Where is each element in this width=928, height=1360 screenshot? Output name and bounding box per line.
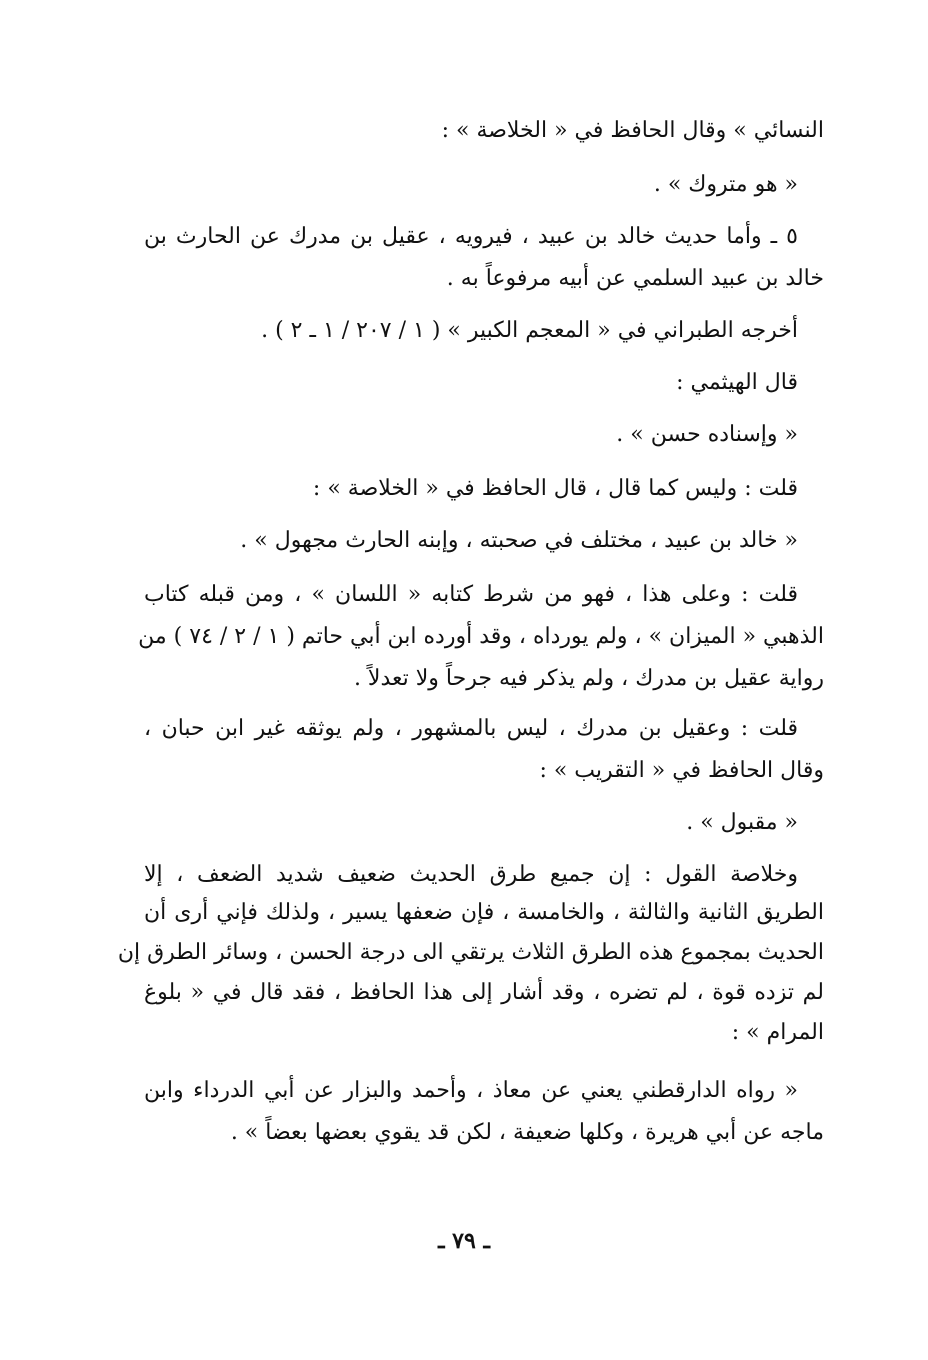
text-line: وقال الحافظ في « التقريب » : xyxy=(539,758,824,783)
text-line: « مقبول » . xyxy=(686,810,798,835)
text-line: قلت : وعلى هذا ، فهو من شرط كتابه « اللسان » ، ومن قبله كتاب xyxy=(144,582,798,607)
text-line: المرام » : xyxy=(731,1020,824,1045)
text-line: النسائي » وقال الحافظ في « الخلاصة » : xyxy=(441,118,824,143)
text-line: « وإسناده حسن » . xyxy=(616,422,798,447)
text-line: الطريق الثانية والثالثة ، والخامسة ، فإن ضعفها يسير ، ولذلك فإني أرى أن xyxy=(144,900,824,925)
text-line: وخلاصة القول : إن جميع طرق الحديث ضعيف شديد الضعف ، إلا xyxy=(144,862,798,887)
text-line: خالد بن عبيد السلمي عن أبيه مرفوعاً به . xyxy=(446,266,824,291)
text-line: قال الهيثمي : xyxy=(676,370,798,395)
text-line: الحديث بمجموع هذه الطرق الثلاث يرتقي الى درجة الحسن ، وسائر الطرق إن xyxy=(117,940,824,965)
text-line: « رواه الدارقطني يعني عن معاذ ، وأحمد والبزار عن أبي الدرداء وابن xyxy=(144,1078,798,1103)
text-line: الذهبي « الميزان » ، ولم يورداه ، وقد أورده ابن أبي حاتم ( ١ / ٢ / ٧٤ ) من xyxy=(138,624,824,649)
text-line: قلت : وعقيل بن مدرك ، ليس بالمشهور ، ولم يوثقه غير ابن حبان ، xyxy=(144,716,798,741)
text-line: ٥ ـ وأما حديث خالد بن عبيد ، فيرويه ، عقيل بن مدرك عن الحارث بن xyxy=(144,224,798,249)
text-line: قلت : وليس كما قال ، قال الحافظ في « الخلاصة » : xyxy=(312,476,798,501)
text-line: رواية عقيل بن مدرك ، ولم يذكر فيه جرحاً ولا تعدلاً . xyxy=(353,666,824,691)
page-number: ـ ٧٩ ـ xyxy=(438,1228,490,1254)
text-line: لم تزده قوة ، لم تضره ، وقد أشار إلى هذا الحافظ ، فقد قال في « بلوغ xyxy=(144,980,824,1005)
text-line: « هو متروك » . xyxy=(653,172,798,197)
text-line: أخرجه الطبراني في « المعجم الكبير » ( ١ / ٢٠٧ / ١ ـ ٢ ) . xyxy=(261,318,798,343)
text-line: « خالد بن عبيد ، مختلف في صحبته ، وإبنه الحارث مجهول » . xyxy=(240,528,798,553)
text-line: ماجه عن أبي هريرة ، وكلها ضعيفة ، لكن قد يقوي بعضها بعضاً » . xyxy=(230,1120,824,1145)
